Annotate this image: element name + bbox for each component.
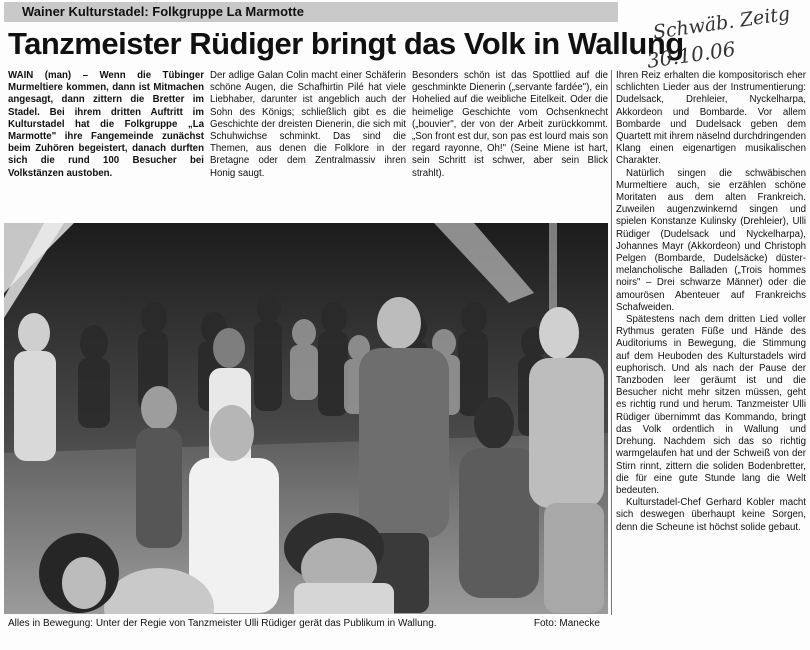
dance-photo [4,223,608,614]
article-paragraph: Spätestens nach dem dritten Lied voller Rythmus geraten Füße und Hände des Auditoriums in Bewegung, die Stimmung auf dem Heuboden des Kulturstadels wird euphorisch. Und als nach der Pause der Tanzboden leer geräumt ist und die Besucher nicht mehr sitzen müssen, geht es richtig rund und herum. Tanzmeister Ulli Rüdiger übernimmt das Kommando, bringt das Volk ordentlich in Wallung und Drehung. Nachdem sich das so richtig warmgelaufen hat und der Schweiß von der Stirn rinnt, zittern die soliden Bodenbretter, die für eine gute Stunde lang die Welt bedeuten. [616,314,806,496]
article-column-4 [616,70,806,534]
article-column-1 [8,70,204,180]
article-column-2 [210,70,406,180]
photo-credit: Foto: Manecke [533,618,600,629]
headline: Tanzmeister Rüdiger bringt das Volk in Wallung [8,26,684,61]
handwritten-note [637,0,810,75]
article-paragraph: Kulturstadel-Chef Gerhard Kobler macht sich deswegen überhaupt keine Sorgen, denn die Scheune ist höchst solide gebaut. [616,497,806,533]
dance-photo-image [4,223,608,614]
article-column-3 [412,70,608,180]
article-paragraph: Der adlige Galan Colin macht einer Schäferin schöne Augen, die Schafhirtin Pilé hat viele Liebhaber, darunter ist angeblich auch der Sohn des Königs; schließlich gibt es die Geschichte der dreisten Dienerin, die sich mit Schuhwichse schminkt. Das sind die Themen, aus denen die Folklore in der Bretagne oder dem Zentralmassiv ihren Honig saugt. [210,70,406,179]
handwritten-source: Schwäb. Zeitg [651,2,792,44]
column-divider [611,70,612,615]
article-paragraph: Besonders schön ist das Spottlied auf die geschminkte Dienerin („servante fardée"), ein Hohelied auf die weibliche Eitelkeit. Oder die heimelige Geschichte vom Ochsenknecht („bouvier", der von der Arbeit zurückkommt. „Son front est dur, son pas est lourd mais son regard rayonne, Oh!" (Seine Miene ist hart, sein Schritt ist schwer, aber sein Blick strahlt). [412,70,608,179]
handwritten-date: 30.10.06 [645,36,737,73]
lead-paragraph: WAIN (man) – Wenn die Tübinger Murmeltiere kommen, dann ist Mitmachen angesagt, dann zittern die Bretter im Stadel. Bei ihrem dritten Auftritt im Kulturstadel hat die Folkgruppe „La Marmotte" ihre Fangemeinde zunächst beim Zuhören begeistert, danach durften sich die rund 100 Besucher bei Volkstänzen austoben. [8,70,204,179]
caption-text: Alles in Bewegung: Unter der Regie von Tanzmeister Ulli Rüdiger gerät das Publikum in Wallung. [8,618,437,629]
kicker: Wainer Kulturstadel: Folkgruppe La Marmotte [22,4,304,19]
photo-caption [8,618,606,629]
article-paragraph: Natürlich singen die schwäbischen Murmeltiere auch, sie erzählen schöne Moritaten aus dem alten Frankreich. Zuweilen augenzwinkernd singen und spielen Konstanze Kulinsky (Drehleier), Ulli Rüdiger (Dudelsack und Nyckelharpa), Johannes Mayr (Akkordeon) und Christoph Pelgen (Bombarde, Dudelsäcke) düster-melancholische Balladen („Trois hommes noirs" – Drei schwarze Männer) oder die amourösen Abenteuer auf Frankreichs Schafweiden. [616,167,806,313]
article-paragraph: Ihren Reiz erhalten die kompositorisch eher schlichten Lieder aus der Instrumentierung: Dudelsack, Drehleier, Nyckelharpa, Akkordeon und Bombarde. Vor allem Bombarde und Dudelsack geben dem Quartett mit ihrem näselnd durchdringenden Klang einen eigenartigen musikalischen Charakter. [616,70,806,167]
